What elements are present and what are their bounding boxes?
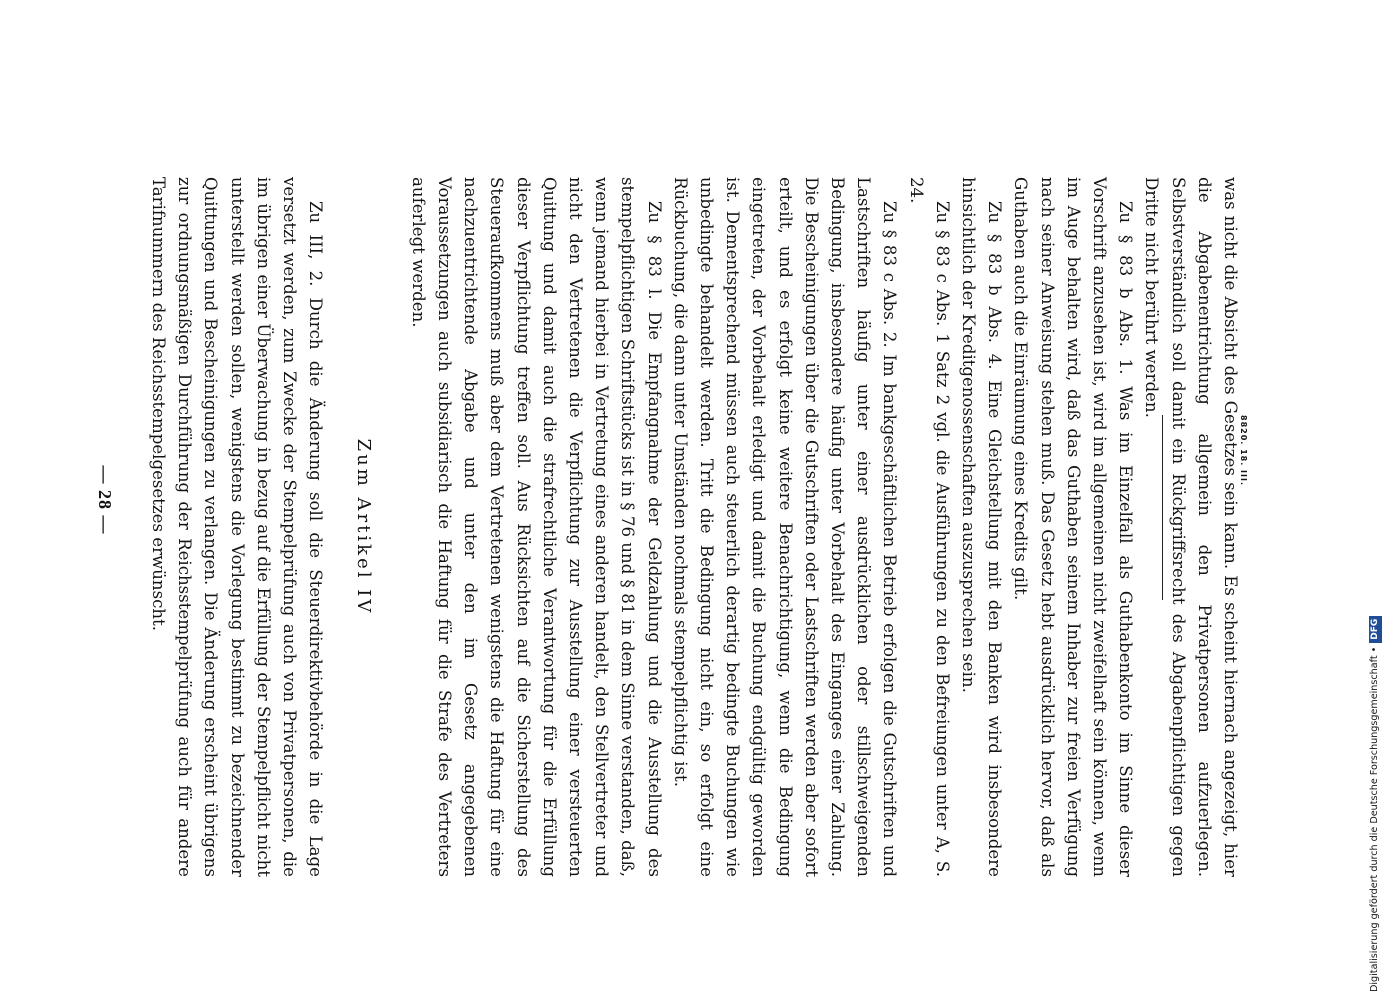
paragraph-4: Zu § 83 c Abs. 2. Im bankgeschäftlichen Betrieb erfolgen die Gutschriften und Lastschriften häufig unter einer ausdrücklichen oder stillschweigenden Bedingung, insbesondere häufig unter Vorbehalt des Einganges einer Zahlung. Die Bescheinigungen über die Gutschriften oder Lastschriften werden aber sofort erteilt, und es erfolgt keine weitere Benachrichtigung, wenn die Bedingung eingetreten, der Vorbehalt erledigt und damit die Buchung endgültig geworden ist. Dementsprechend müssen auch steuerlich derartig bedingte Buchungen wie unbedingte behandelt werden. Tritt die Bedingung nicht ein, so erfolgt eine Rückbuchung, die dann unter Umständen nochmals stempelpflichtig ist. [670, 177, 900, 877]
dfg-logo-badge: DFG [1369, 616, 1382, 643]
paragraph-group-after [145, 177, 328, 877]
section-heading: Zum Artikel IV [353, 438, 375, 616]
paragraph-5: Zu § 83 l. Die Empfangnahme der Geldzahlung und die Ausstellung des stempelpflichtigen Schriftstücks ist in § 76 und § 81 in dem Sinne verstanden, daß, wenn jemand hierbei in Vertretung eines anderen handelt, den Stellvertreter und nicht den Vertretenen die Verpflichtung zur Ausstellung einer versteuerten Quittung und damit auch die strafrechtliche Verantwortung für die Erfüllung dieser Verpflichtung treffen soll. Aus Rücksichten auf die Sicherstellung des Steueraufkommens muß aber dem Vertretenen wenigstens die Haftung für eine nachzuentrichtende Abgabe und unter den im Gesetz angegebenen Voraussetzungen auch subsidiarisch die Haftung für die Strafe des Vertreters auferlegt werden. [408, 177, 664, 877]
paragraph-1: Zu § 83 b Abs. 1. Was im Einzelfall als Guthabenkonto im Sinne dieser Vorschrift anzusehen ist, wird im allgemeinen nicht zweifelhaft sein können, wenn im Auge behalten wird, daß das Guthaben seinem Inhaber zur freien Verfügung nach seiner Anweisung stehen muß. Das Gesetz hebt ausdrücklich hervor, daß als Guthaben auch die Einräumung eines Kredits gilt. [1011, 177, 1136, 877]
footer-print-mark: 8820. 18. III. [1239, 415, 1248, 487]
paragraph-after-0: Zu III, 2. Durch die Änderung soll die Steuerdirektivbehörde in die Lage versetzt werden, zum Zwecke der Stempelprüfung auch von Privatpersonen, die im übrigen einer Überwachung in bezug auf die Erfüllung der Stempelpflicht nicht unterstellt werden sollen, wenigstens die Vorlegung bestimmt zu bezeichnender Quittungen und Bescheinigungen zu verlangen. Die Änderung erscheint übrigens zur ordnungsmäßigen Durchführung der Reichsstempelprüfung auch für andere Tarifnummern des Reichsstempelgesetzes erwünscht. [149, 177, 326, 877]
credit-text: Digitalisierung gefördert durch die Deutsche Forschungsgemeinschaft • [1369, 646, 1380, 992]
paragraph-group [405, 177, 1244, 877]
horizontal-rule [1162, 415, 1163, 600]
page-number: — 28 — [95, 465, 115, 535]
paragraph-0: was nicht die Absicht des Gesetzes sein kann. Es scheint hiernach angezeigt, hier die Abgabenentrichtung allgemein den Privatpersonen aufzuerlegen. Selbstverständlich soll damit ein Rückgriffsrecht des Abgabenpflichtigen gegen Dritte nicht berührt werden. [1142, 177, 1240, 877]
paragraph-3: Zu § 83 c Abs. 1 Satz 2 vgl. die Ausführungen zu den Befreiungen unter A, S. 24. [906, 177, 952, 877]
credit-line [1366, 8, 1383, 992]
paragraph-2: Zu § 83 b Abs. 4. Eine Gleichstellung mit den Banken wird insbesondere hinsichtlich der Kreditgenossenschaften auszusprechen sein. [958, 177, 1005, 877]
digitization-credit [1366, 8, 1383, 992]
body-text [145, 177, 1243, 877]
